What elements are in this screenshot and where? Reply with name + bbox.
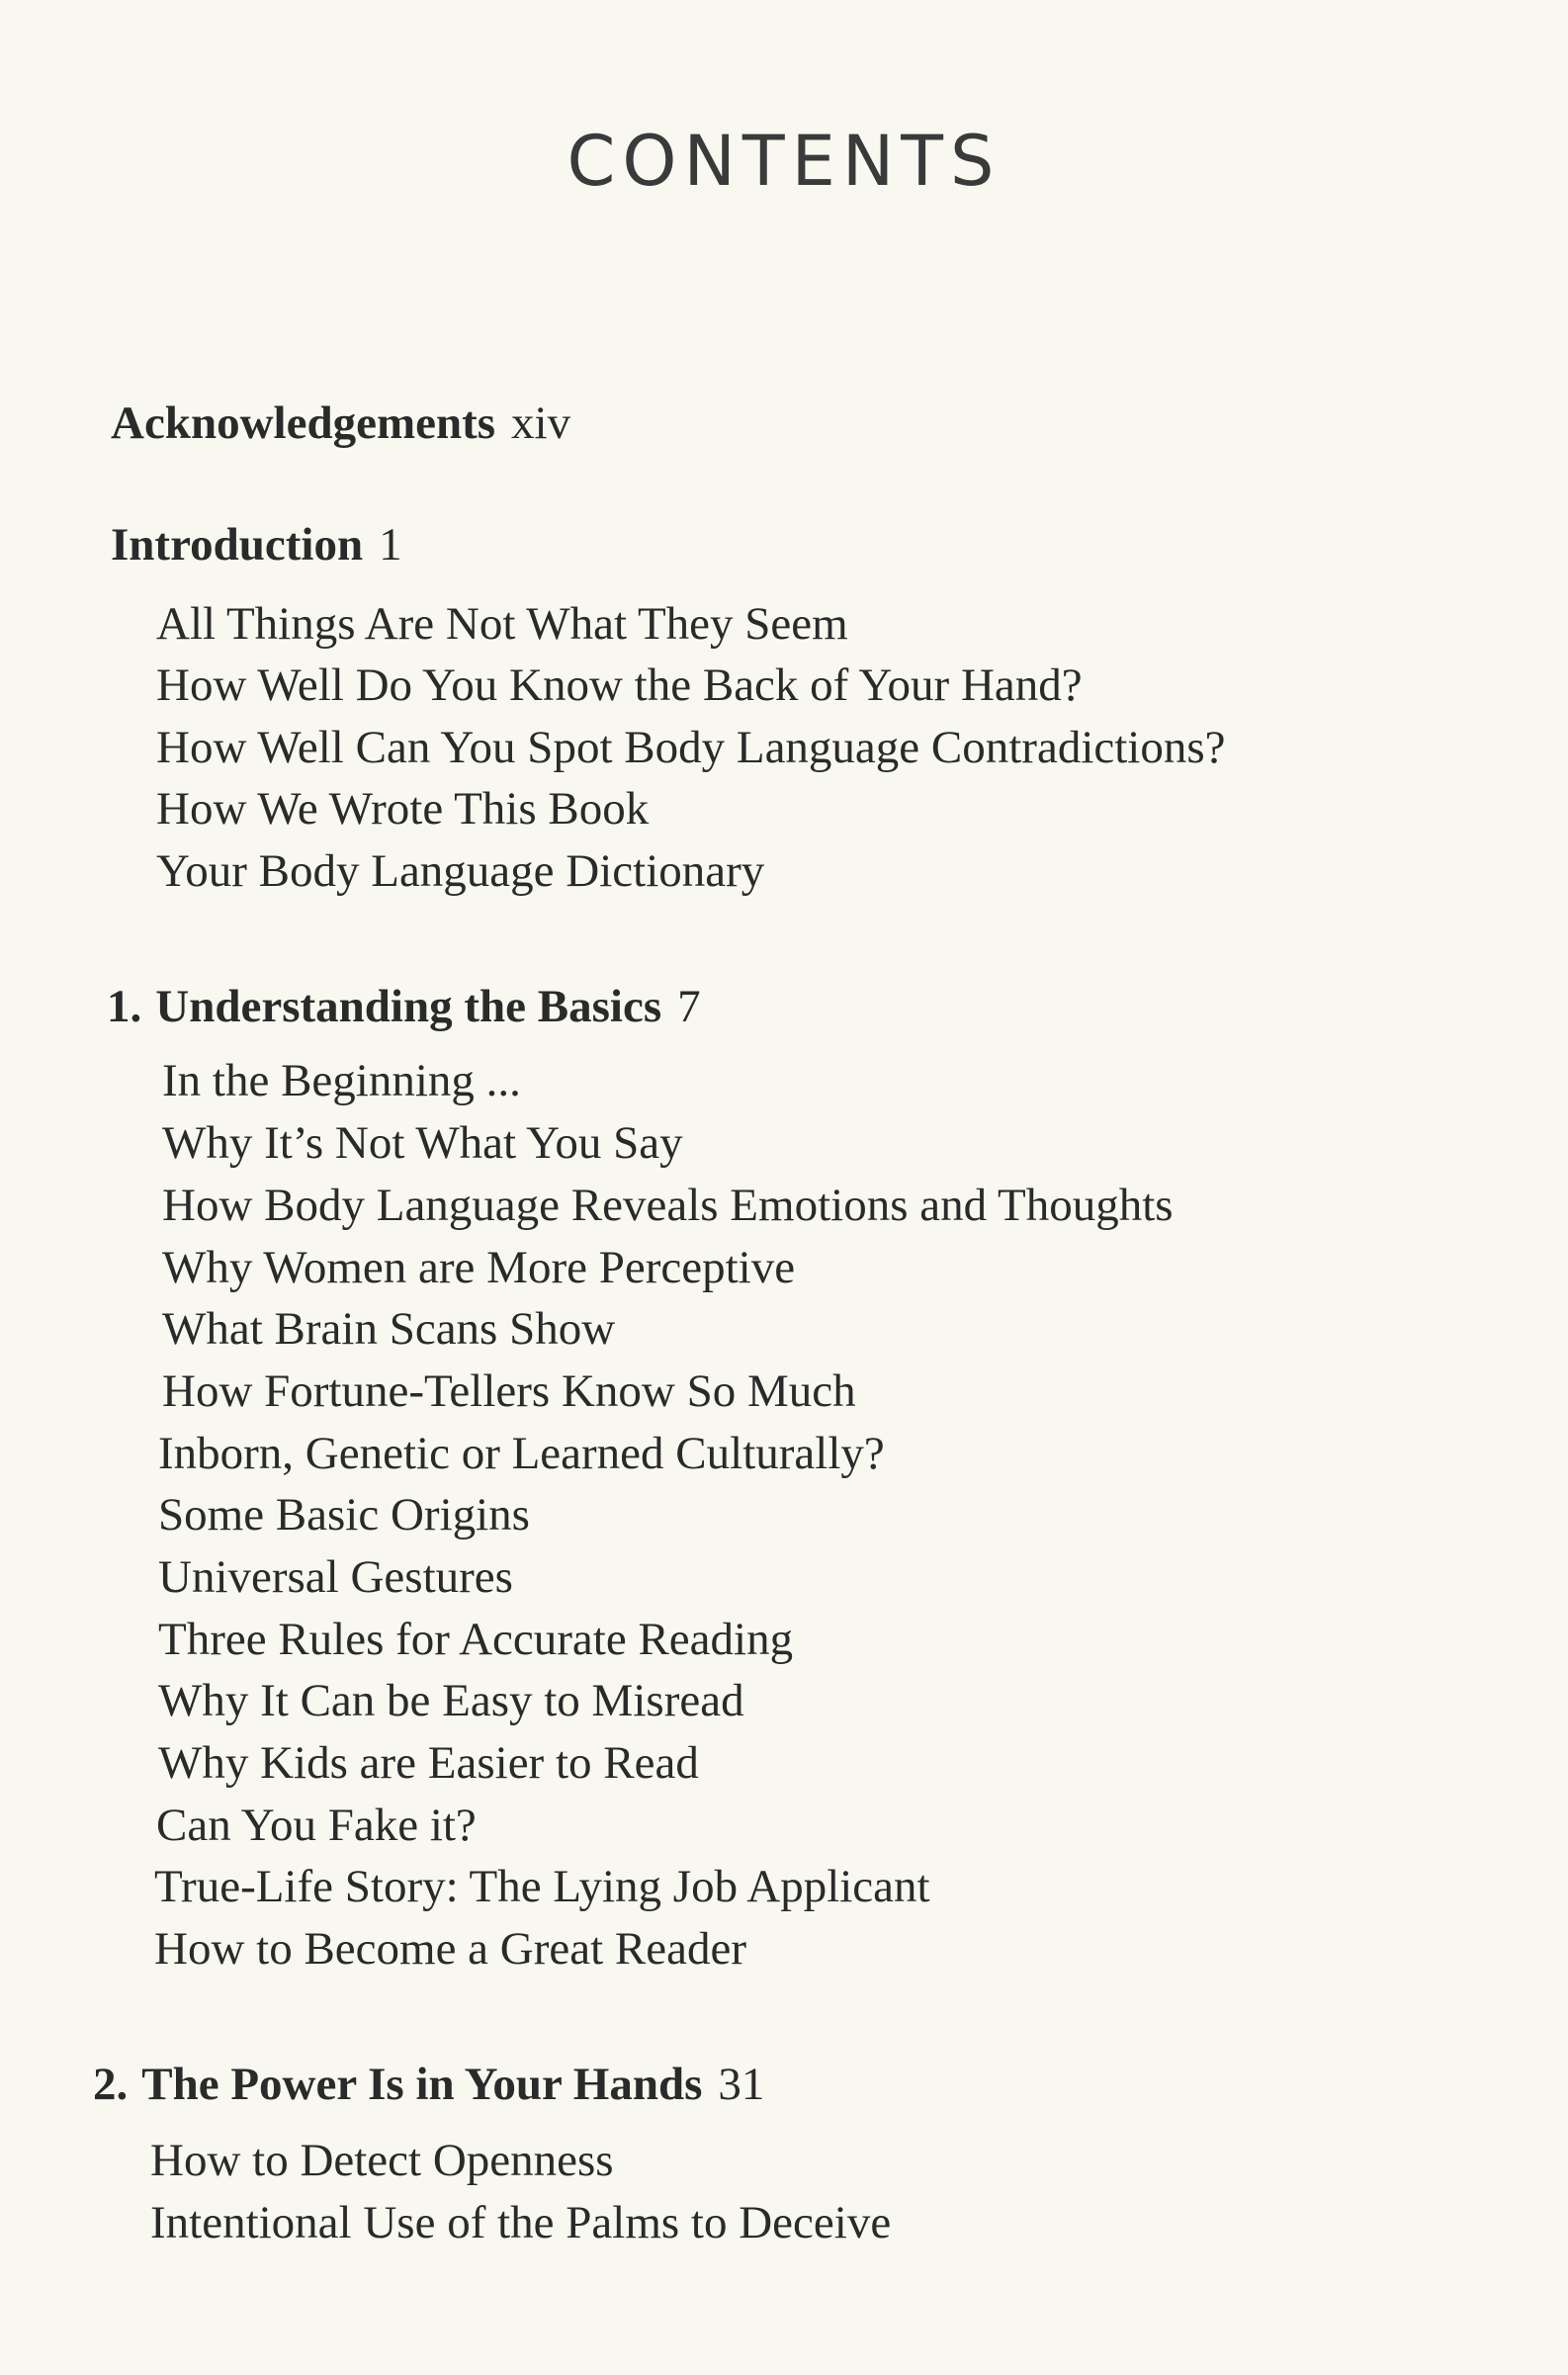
section-heading-acknowledgements (111, 397, 571, 449)
toc-entry: Why It’s Not What You Say (162, 1117, 683, 1169)
section-title: Introduction (111, 519, 364, 571)
toc-entry: Three Rules for Accurate Reading (158, 1614, 794, 1665)
section-heading-chapter-1 (107, 981, 701, 1032)
section-heading-chapter-2 (93, 2059, 765, 2110)
section-page-number: 1 (379, 519, 402, 571)
toc-entry: Some Basic Origins (158, 1489, 530, 1540)
section-heading-introduction (111, 519, 402, 571)
toc-entry: Your Body Language Dictionary (156, 845, 765, 897)
toc-entry: What Brain Scans Show (162, 1303, 616, 1355)
toc-entry: Intentional Use of the Palms to Deceive (150, 2197, 892, 2248)
toc-entry: How to Become a Great Reader (154, 1923, 746, 1975)
toc-entry: Can You Fake it? (156, 1800, 477, 1851)
section-page-number: 7 (677, 981, 701, 1032)
section-title: Acknowledgements (111, 397, 496, 449)
section-title: The Power Is in Your Hands (141, 2059, 703, 2110)
toc-entry: How to Detect Openness (150, 2135, 614, 2186)
section-title: Understanding the Basics (155, 981, 662, 1032)
toc-entry: How Fortune-Tellers Know So Much (162, 1365, 856, 1417)
chapter-number: 2. (93, 2059, 129, 2110)
section-page-number: 31 (718, 2059, 765, 2110)
toc-entry: Why It Can be Easy to Misread (158, 1675, 744, 1726)
toc-entry: How Well Can You Spot Body Language Contradictions? (156, 722, 1226, 773)
toc-entry: Why Kids are Easier to Read (158, 1737, 699, 1789)
page-title: CONTENTS (566, 121, 1002, 202)
chapter-number: 1. (107, 981, 142, 1032)
toc-entry: True-Life Story: The Lying Job Applicant (154, 1861, 930, 1912)
toc-entry: Universal Gestures (158, 1551, 513, 1603)
toc-entry: Inborn, Genetic or Learned Culturally? (158, 1428, 885, 1479)
toc-entry: How Well Do You Know the Back of Your Hand? (156, 660, 1083, 711)
toc-entry: How Body Language Reveals Emotions and Thoughts (162, 1180, 1174, 1231)
toc-entry: In the Beginning ... (162, 1055, 521, 1106)
toc-entry: Why Women are More Perceptive (162, 1242, 796, 1293)
toc-entry: All Things Are Not What They Seem (156, 598, 848, 650)
section-page-number: xiv (511, 397, 571, 449)
toc-entry: How We Wrote This Book (156, 783, 650, 835)
